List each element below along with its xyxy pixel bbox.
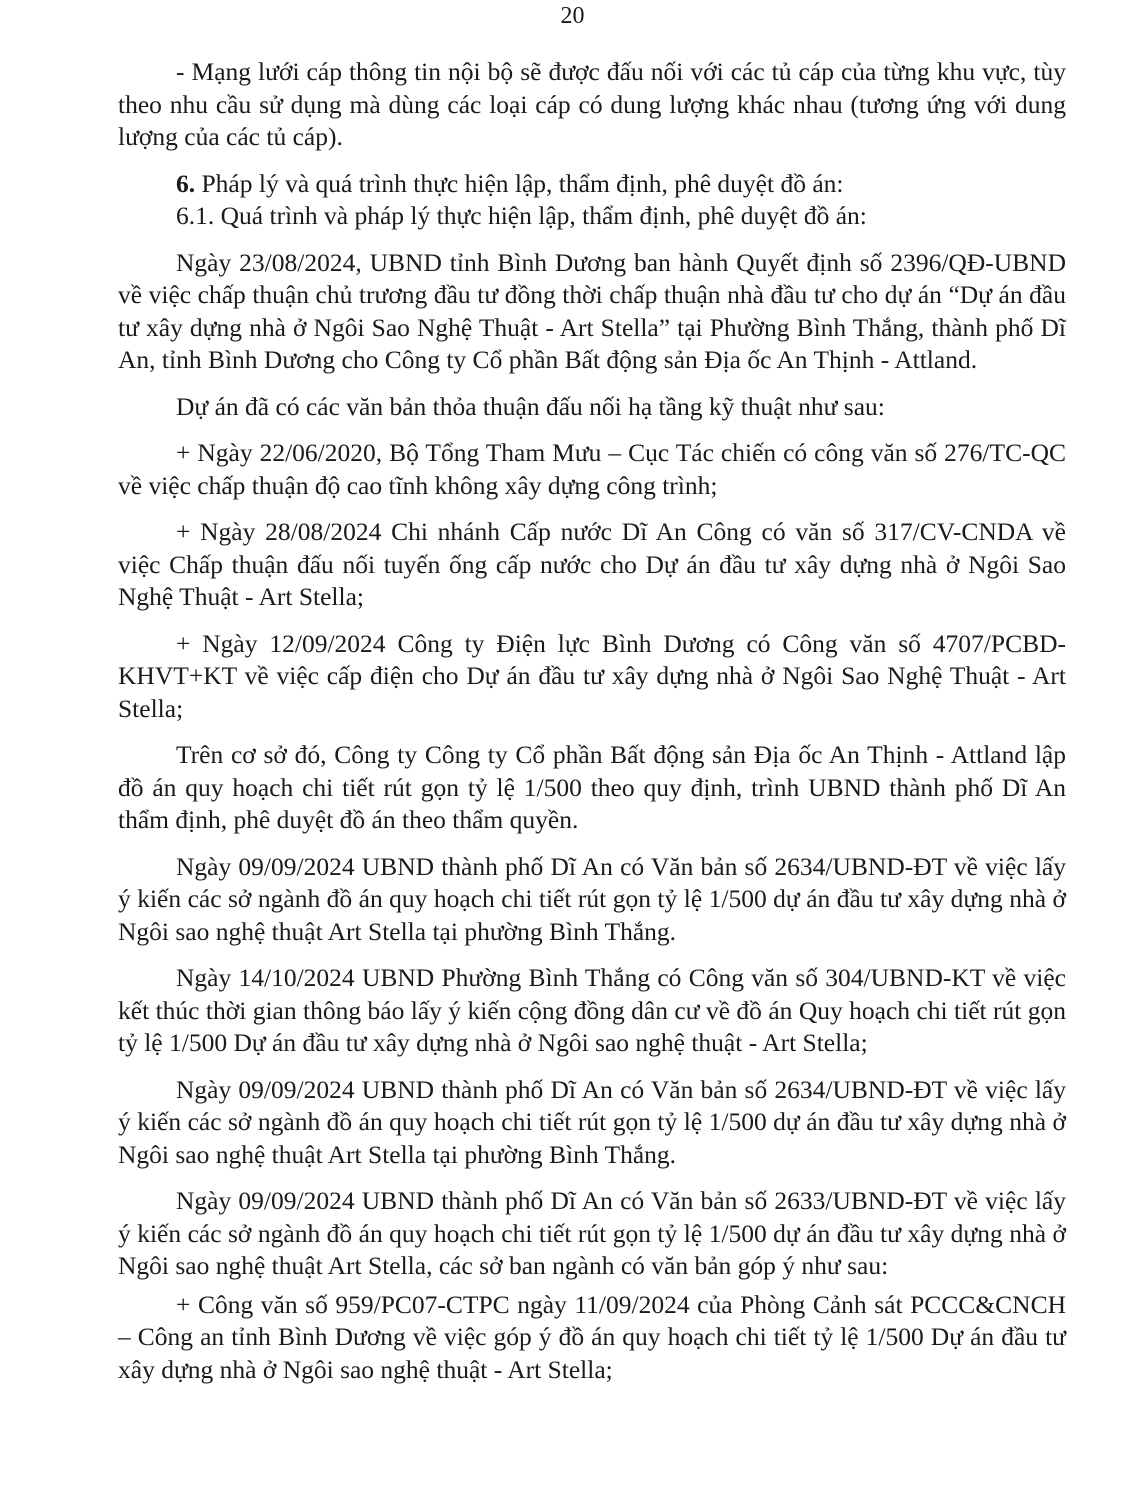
section-number: 6. bbox=[176, 168, 196, 198]
paragraph-decision-2396: Ngày 23/08/2024, UBND tỉnh Bình Dương ban hành Quyết định số 2396/QĐ-UBND về việc chấp thuận chủ trương đầu tư đồng thời chấp thuận nhà đầu tư cho dự án “Dự án đầu tư xây dựng nhà ở Ngôi Sao Nghệ Thuật - Art Stella” tại Phường Bình Thắng, thành phố Dĩ An, tỉnh Bình Dương cho Công ty Cổ phần Bất động sản Địa ốc An Thịnh - Attland. bbox=[118, 247, 1066, 374]
paragraph-document-2634-a: Ngày 09/09/2024 UBND thành phố Dĩ An có Văn bản số 2634/UBND-ĐT về việc lấy ý kiến các sở ngành đồ án quy hoạch chi tiết rút gọn tỷ lệ 1/500 dự án đầu tư xây dựng nhà ở Ngôi sao nghệ thuật Art Stella tại phường Bình Thắng. bbox=[118, 851, 1066, 946]
section-title: Pháp lý và quá trình thực hiện lập, thẩm định, phê duyệt đồ án: bbox=[201, 168, 844, 198]
document-body bbox=[118, 56, 1066, 1386]
subsection-heading-6-1: 6.1. Quá trình và pháp lý thực hiện lập, thẩm định, phê duyệt đồ án: bbox=[176, 201, 867, 230]
paragraph-general-staff: + Ngày 22/06/2020, Bộ Tổng Tham Mưu – Cục Tác chiến có công văn số 276/TC-QC về việc chấp thuận độ cao tĩnh không xây dựng công trình; bbox=[118, 438, 1066, 500]
paragraph-planning-basis: Trên cơ sở đó, Công ty Công ty Cổ phần Bất động sản Địa ốc An Thịnh - Attland lập đồ án quy hoạch chi tiết rút gọn tỷ lệ 1/500 theo quy định, trình UBND thành phố Dĩ An thẩm định, phê duyệt đồ án theo thẩm quyền. bbox=[118, 740, 1066, 834]
paragraph-electricity: + Ngày 12/09/2024 Công ty Điện lực Bình Dương có Công văn số 4707/PCBD-KHVT+KT về việc cấp điện cho Dự án đầu tư xây dựng nhà ở Ngôi Sao Nghệ Thuật - Art Stella; bbox=[118, 628, 1066, 723]
paragraph-document-959: + Công văn số 959/PC07-CTPC ngày 11/09/2024 của Phòng Cảnh sát PCCC&CNCH – Công an tỉnh Bình Dương về việc góp ý đồ án quy hoạch chi tiết tỷ lệ 1/500 Dự án đầu tư xây dựng nhà ở Ngôi sao nghệ thuật - Art Stella; bbox=[118, 1289, 1066, 1384]
paragraph-infrastructure-intro: Dự án đã có các văn bản thỏa thuận đấu nối hạ tầng kỹ thuật như sau: bbox=[176, 391, 885, 421]
paragraph-cable-network: - Mạng lưới cáp thông tin nội bộ sẽ được đấu nối với các tủ cáp của từng khu vực, tùy theo nhu cầu sử dụng mà dùng các loại cáp có dung lượng khác nhau (tương ứng với dung lượng của các tủ cáp). bbox=[118, 57, 1066, 151]
page-number: 20 bbox=[560, 3, 585, 29]
section-heading-6 bbox=[118, 168, 1066, 201]
paragraph-document-304: Ngày 14/10/2024 UBND Phường Bình Thắng có Công văn số 304/UBND-KT về việc kết thúc thời gian thông báo lấy ý kiến cộng đồng dân cư về đồ án Quy hoạch chi tiết rút gọn tỷ lệ 1/500 Dự án đầu tư xây dựng nhà ở Ngôi sao nghệ thuật - Art Stella; bbox=[118, 963, 1066, 1057]
paragraph-document-2634-b: Ngày 09/09/2024 UBND thành phố Dĩ An có Văn bản số 2634/UBND-ĐT về việc lấy ý kiến các sở ngành đồ án quy hoạch chi tiết rút gọn tỷ lệ 1/500 dự án đầu tư xây dựng nhà ở Ngôi sao nghệ thuật Art Stella tại phường Bình Thắng. bbox=[118, 1074, 1066, 1169]
paragraph-document-2633: Ngày 09/09/2024 UBND thành phố Dĩ An có Văn bản số 2633/UBND-ĐT về việc lấy ý kiến các sở ngành đồ án quy hoạch chi tiết rút gọn tỷ lệ 1/500 dự án đầu tư xây dựng nhà ở Ngôi sao nghệ thuật Art Stella, các sở ban ngành có văn bản góp ý như sau: bbox=[118, 1186, 1066, 1280]
paragraph-water-supply: + Ngày 28/08/2024 Chi nhánh Cấp nước Dĩ An Công có văn số 317/CV-CNDA về việc Chấp thuận đấu nối tuyến ống cấp nước cho Dự án đầu tư xây dựng nhà ở Ngôi Sao Nghệ Thuật - Art Stella; bbox=[118, 517, 1066, 611]
